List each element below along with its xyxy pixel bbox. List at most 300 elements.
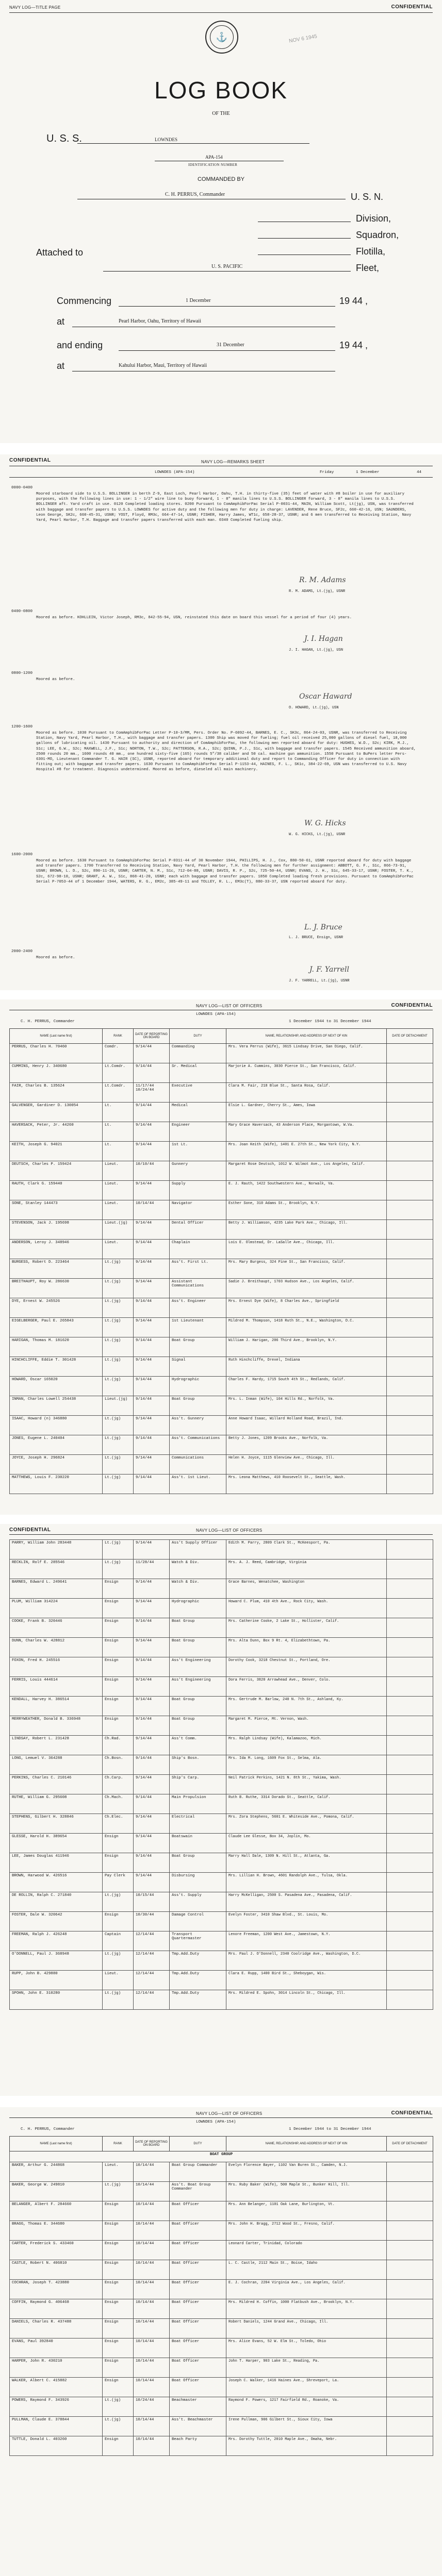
form-header: NAVY LOG—LIST OF OFFICERS (196, 1528, 263, 1533)
table-row (10, 2358, 433, 2378)
officer-duty: Sr. Medical (170, 1063, 226, 1083)
detachment-date (387, 1396, 433, 1416)
detachment-date (387, 1892, 433, 1912)
officer-name: WALKER, Albert C. 415882 (10, 2378, 103, 2397)
officer-name: DYE, Ernest W. 245526 (10, 1298, 103, 1318)
reporting-date: 12/14/44 (134, 1990, 170, 2010)
reporting-date: 9/14/44 (134, 1318, 170, 1337)
next-of-kin: Irene Pullman, 906 Gilbert St., Sioux City, Iowa (226, 2417, 387, 2436)
officer-name: DE ROLLIN, Ralph C. 271840 (10, 1892, 103, 1912)
officer-rank: Captain (103, 1931, 134, 1951)
reporting-date: 9/14/44 (134, 1435, 170, 1455)
reporting-date: 9/14/44 (134, 1853, 170, 1873)
watch-time: 0400-0800 (11, 609, 33, 614)
ending-at-label: at (57, 361, 65, 371)
officer-rank: Lieut.(jg) (103, 1220, 134, 1240)
officer-name: KENDALL, Harvey H. 386514 (10, 1697, 103, 1716)
reporting-date: 10/14/44 (134, 2436, 170, 2456)
next-of-kin: Mrs. Paul J. O'Donnell, 2340 Coolridge Ave., Washington, D.C. (226, 1951, 387, 1971)
next-of-kin: Mrs. Ruby Baker (Wife), 500 Maple St., Bunker Hill, Ill. (226, 2182, 387, 2201)
table-row (10, 2221, 433, 2241)
officer-name: PERRUS, Charles H. 70460 (10, 1044, 103, 1063)
next-of-kin: Clara E. Rupp, 1400 Bird St., Sheboygan, Wis. (226, 1971, 387, 1990)
watch-officer: W. G. HICKS, Lt.(jg), USNR (289, 833, 346, 837)
reporting-date: 9/14/44 (134, 1794, 170, 1814)
officer-rank: Pay Clerk (103, 1873, 134, 1892)
detachment-date (387, 1912, 433, 1931)
detachment-date (387, 2436, 433, 2456)
detachment-date (387, 1990, 433, 2010)
officer-name: LEE, James Douglas 411946 (10, 1853, 103, 1873)
officer-name: FERRIS, Louis 444614 (10, 1677, 103, 1697)
next-of-kin: Mrs. Catherine Cooke, 2 Lake St., Hollister, Calif. (226, 1618, 387, 1638)
column-header: NAME (Last name first) (10, 2137, 103, 2151)
officer-rank: Ensign (103, 2241, 134, 2260)
reporting-date: 9/14/44 (134, 1396, 170, 1416)
table-row (10, 1697, 433, 1716)
officer-rank: Ch.Rad. (103, 1736, 134, 1755)
reporting-date: 9/14/44 (134, 1716, 170, 1736)
reporting-date: 10/14/44 (134, 2182, 170, 2201)
next-of-kin: Mrs. L. Inman (Wife), 104 Hills Rd., Norfolk, Va. (226, 1396, 387, 1416)
officer-duty: 1st Lieutenant (170, 1318, 226, 1337)
reporting-date: 9/14/44 (134, 1103, 170, 1122)
next-of-kin: Betty J. Williamson, 4235 Lake Park Ave., Chicago, Ill. (226, 1220, 387, 1240)
reporting-date: 9/14/44 (134, 1279, 170, 1298)
reporting-date: 9/14/44 (134, 1416, 170, 1435)
detachment-date (387, 2417, 433, 2436)
next-of-kin: Helen H. Joyce, 1115 Glenview Ave., Chicago, Ill. (226, 1455, 387, 1475)
watch-officer: L. J. BRUCE, Ensign, USNR (289, 936, 343, 940)
officer-name: HAVERSACK, Peter, Jr. 44260 (10, 1122, 103, 1142)
table-row (10, 1279, 433, 1298)
officer-duty: Boat Group (170, 1638, 226, 1657)
detachment-date (387, 1083, 433, 1103)
officer-duty: Watch & Div. (170, 1579, 226, 1599)
officer-rank: Lieut.(jg) (103, 1396, 134, 1416)
detachment-date (387, 2182, 433, 2201)
detachment-date (387, 2397, 433, 2417)
received-stamp: NOV 6 1945 (288, 33, 318, 44)
next-of-kin: Mrs. Alta Dunn, Box 9 Rt. 4, Elizabethtown, Pa. (226, 1638, 387, 1657)
officer-name: FAIR, Charles B. 135624 (10, 1083, 103, 1103)
officer-rank: Lieut. (103, 1971, 134, 1990)
section-title: BOAT GROUP (10, 2151, 433, 2162)
officer-duty: Boat Group (170, 1337, 226, 1357)
officer-rank: Lt.(jg) (103, 1560, 134, 1579)
table-row (10, 1435, 433, 1455)
signature-image: R. M. Adams (299, 576, 346, 584)
officer-duty: Tmp.Add.Duty (170, 1990, 226, 2010)
officer-duty: Ass't. Gunnery (170, 1416, 226, 1435)
officer-rank: Lt.(jg) (103, 1298, 134, 1318)
officer-name: BROWN, Harwood W. 426516 (10, 1873, 103, 1892)
table-row (10, 1475, 433, 1494)
officer-duty: Medical (170, 1103, 226, 1122)
watch-time: 1200-1600 (11, 725, 33, 729)
next-of-kin: Dorothy Cook, 3218 Chestnut St., Portland, Ore. (226, 1657, 387, 1677)
reporting-date: 12/14/44 (134, 1931, 170, 1951)
watch-time: 2000-2400 (11, 950, 33, 954)
officer-name: PERKINS, Charles C. 210146 (10, 1775, 103, 1794)
reporting-date: 9/14/44 (134, 1455, 170, 1475)
table-row (10, 1560, 433, 1579)
officer-duty: Beach Party (170, 2436, 226, 2456)
reporting-date: 9/14/44 (134, 1834, 170, 1853)
officer-duty: Boat Group Commander (170, 2162, 226, 2182)
table-row (10, 2241, 433, 2260)
officer-duty: Boat Officer (170, 2280, 226, 2299)
officer-duty: Ass't Engineering (170, 1657, 226, 1677)
title-page (0, 0, 442, 443)
next-of-kin: Grace Barnes, Wenatchee, Washington (226, 1579, 387, 1599)
detachment-date (387, 2260, 433, 2280)
officer-duty: Beachmaster (170, 2397, 226, 2417)
officer-name: LINDSAY, Robert L. 231428 (10, 1736, 103, 1755)
detachment-date (387, 1638, 433, 1657)
column-header: DATE OF DETACHMENT (387, 1029, 433, 1044)
officer-name: RAUTH, Clark G. 159440 (10, 1181, 103, 1200)
next-of-kin: Raymond F. Powers, 1217 Fairfield Rd., Roanoke, Va. (226, 2397, 387, 2417)
next-of-kin: Mrs. Ralph Lindsay (Wife), Kalamazoo, Mich. (226, 1736, 387, 1755)
detachment-date (387, 1181, 433, 1200)
detachment-date (387, 1044, 433, 1063)
officer-duty: Navigator (170, 1200, 226, 1220)
ship-line: LOWNDES (APA-154) (196, 1012, 236, 1016)
reporting-date: 9/14/44 (134, 1775, 170, 1794)
next-of-kin: Neil Patrick Perkins, 1421 N. 8th St., Yakima, Wash. (226, 1775, 387, 1794)
officer-duty: Commanding (170, 1044, 226, 1063)
officer-duty: Ship's Carp. (170, 1775, 226, 1794)
next-of-kin: Mrs. Zora Stephens, 5601 E. Whiteside Ave., Pomona, Calif. (226, 1814, 387, 1834)
officer-name: MERRYWEATHER, Donald B. 336948 (10, 1716, 103, 1736)
reporting-date: 10/14/44 (134, 2201, 170, 2221)
officer-rank: Lt.(jg) (103, 1475, 134, 1494)
next-of-kin: Mrs. Mildred H. Coffin, 1000 Flatbush Ave., Brooklyn, N.Y. (226, 2299, 387, 2319)
detachment-date (387, 1455, 433, 1475)
officer-name: DEUTSCH, Charles P. 159424 (10, 1161, 103, 1181)
watch-time: 1600-2000 (11, 853, 33, 857)
officer-duty: Main Propulsion (170, 1794, 226, 1814)
detachment-date (387, 1435, 433, 1455)
officer-duty: Electrical (170, 1814, 226, 1834)
officer-duty: Assistant Communications (170, 1279, 226, 1298)
officer-rank: Lieut. (103, 1200, 134, 1220)
officer-name: MATTHEWS, Louis F. 230220 (10, 1475, 103, 1494)
squadron-label: Squadron, (356, 230, 399, 240)
officer-duty: Watch & Div. (170, 1560, 226, 1579)
table-row (10, 1396, 433, 1416)
table-row (10, 1834, 433, 1853)
officer-name: HARIGAN, Thomas M. 181620 (10, 1337, 103, 1357)
officer-duty: Gunnery (170, 1161, 226, 1181)
ship-line: LOWNDES (APA-154) (196, 2120, 236, 2124)
officer-rank: Comdr. (103, 1044, 134, 1063)
table-row (10, 1377, 433, 1396)
next-of-kin: Evelyn Foster, 3410 Shaw Blvd., St. Louis, Mo. (226, 1912, 387, 1931)
table-row (10, 1318, 433, 1337)
detachment-date (387, 2221, 433, 2241)
detachment-date (387, 2280, 433, 2299)
detachment-date (387, 1794, 433, 1814)
officer-duty: Hydrographic (170, 1599, 226, 1618)
reporting-date: 10/14/44 (134, 2319, 170, 2338)
signature-image: J. F. Yarrell (309, 965, 349, 974)
next-of-kin: L. C. Castle, 2112 Main St., Boise, Idaho (226, 2260, 387, 2280)
ending-date: 31 December (217, 342, 244, 348)
form-header: NAVY LOG—LIST OF OFFICERS (196, 1004, 263, 1008)
officer-duty: Ass't Comm. (170, 1736, 226, 1755)
next-of-kin: Mrs. Ida M. Long, 1609 Fox St., Selma, Ala. (226, 1755, 387, 1775)
officer-rank: Ensign (103, 1638, 134, 1657)
reporting-date: 10/10/44 (134, 1161, 170, 1181)
signature-image: J. I. Hagan (304, 635, 343, 643)
officer-duty: Boat Officer (170, 2221, 226, 2241)
next-of-kin: Mrs. A. J. Reed, Cambridge, Virginia (226, 1560, 387, 1579)
officer-duty: Ass't. Communications (170, 1435, 226, 1455)
detachment-date (387, 1377, 433, 1396)
reporting-date: 9/14/44 (134, 1122, 170, 1142)
officer-name: JOYCE, Joseph H. 296824 (10, 1455, 103, 1475)
officer-duty: Boat Officer (170, 2338, 226, 2358)
next-of-kin: Betty J. Jones, 1209 Brooks Ave., Norfolk, Va. (226, 1435, 387, 1455)
form-header: NAVY LOG—LIST OF OFFICERS (196, 2111, 263, 2116)
next-of-kin: Mrs. Ernest Dye (Wife), 8 Charles Ave., Springfield (226, 1298, 387, 1318)
table-row (10, 2338, 433, 2358)
table-header-row (10, 2137, 433, 2151)
column-header: DUTY (170, 2137, 226, 2151)
table-row (10, 2436, 433, 2456)
reporting-date: 9/14/44 (134, 1677, 170, 1697)
next-of-kin: Margaret Rose Deutsch, 1012 W. Wilmot Ave., Los Angeles, Calif. (226, 1161, 387, 1181)
next-of-kin: Robert Daniels, 1244 Grand Ave., Chicago, Ill. (226, 2319, 387, 2338)
detachment-date (387, 1220, 433, 1240)
table-row (10, 1873, 433, 1892)
officer-duty: Boat Officer (170, 2319, 226, 2338)
officer-rank: Lt.(jg) (103, 1337, 134, 1357)
watch-officer: R. M. ADAMS, Lt.(jg), USNR (289, 589, 346, 594)
officer-rank: Ensign (103, 2280, 134, 2299)
table-row (10, 1416, 433, 1435)
detachment-date (387, 1318, 433, 1337)
table-row (10, 1794, 433, 1814)
officer-name: CASTLE, Robert N. 406810 (10, 2260, 103, 2280)
signature-image: L. J. Bruce (304, 923, 342, 931)
officer-duty: Boat Officer (170, 2241, 226, 2260)
confidential-label: CONFIDENTIAL (391, 1003, 433, 1008)
officer-rank: Ensign (103, 2221, 134, 2241)
detachment-date (387, 1337, 433, 1357)
watch-officer: J. F. YARRELL, Lt.(jg), USNR (289, 979, 350, 983)
reporting-date: 10/15/44 (134, 1892, 170, 1912)
ident-caption: IDENTIFICATION NUMBER (188, 163, 238, 167)
officer-rank: Ch.Carp. (103, 1775, 134, 1794)
attached-label: Attached to (36, 247, 84, 258)
signature-image: Oscar Haward (299, 692, 352, 701)
hull-number: APA-154 (205, 155, 223, 160)
officer-name: FOXON, Fred H. 245516 (10, 1657, 103, 1677)
officer-duty: Boat Officer (170, 2358, 226, 2378)
detachment-date (387, 1971, 433, 1990)
watch-officer: O. HOWARD, Lt.(jg), USN (289, 706, 339, 710)
officer-duty: Boat Officer (170, 2201, 226, 2221)
reporting-date: 9/14/44 (134, 1377, 170, 1396)
table-row (10, 1200, 433, 1220)
officer-name: GALVENGER, Gardiner D. 130054 (10, 1103, 103, 1122)
watch-time: 0800-1200 (11, 671, 33, 675)
reporting-date: 9/14/44 (134, 1579, 170, 1599)
officer-name: FREEMAN, Ralph J. 426248 (10, 1931, 103, 1951)
reporting-date: 9/14/44 (134, 1063, 170, 1083)
table-row (10, 1755, 433, 1775)
detachment-date (387, 1579, 433, 1599)
officer-duty: Boat Group (170, 1618, 226, 1638)
table-row (10, 1063, 433, 1083)
officer-duty: Boat Group (170, 1716, 226, 1736)
column-header: DATE OF DETACHMENT (387, 2137, 433, 2151)
division-label: Division, (356, 213, 391, 224)
detachment-date (387, 1657, 433, 1677)
officer-duty: Ass't. Boat Group Commander (170, 2182, 226, 2201)
next-of-kin: Elsie L. Gardner, Cherry St., Ames, Iowa (226, 1103, 387, 1122)
flotilla-label: Flotilla, (356, 246, 386, 257)
officer-duty: Executive (170, 1083, 226, 1103)
officer-list-page-1 (0, 999, 442, 1515)
confidential-label: CONFIDENTIAL (9, 457, 51, 463)
officer-name: CUMMINS, Henry J. 340680 (10, 1063, 103, 1083)
officer-list-page-2 (0, 1524, 442, 2096)
officer-name: JONES, Eugene L. 240404 (10, 1435, 103, 1455)
reporting-date: 9/14/44 (134, 1873, 170, 1892)
next-of-kin: Dora Ferris, 3820 Arrowhead Ave., Denver, Colo. (226, 1677, 387, 1697)
table-row (10, 1083, 433, 1103)
officer-duty: Ass't Engineering (170, 1677, 226, 1697)
table-row (10, 1677, 433, 1697)
officer-rank: Ensign (103, 1697, 134, 1716)
next-of-kin: Mrs. Alice Evans, 52 W. Elm St., Toledo, Ohio (226, 2338, 387, 2358)
officer-duty: Boat Group (170, 1697, 226, 1716)
commander-name: C. H. PERRUS, Commander (165, 192, 225, 197)
next-of-kin: Anne Howard Isaac, Willard Holland Road, Brazil, Ind. (226, 1416, 387, 1435)
next-of-kin: Leonard Carter, Trinidad, Colorado (226, 2241, 387, 2260)
commencing-label: Commencing (57, 296, 112, 306)
ship-name: LOWNDES (155, 137, 177, 142)
detachment-date (387, 1873, 433, 1892)
officer-rank: Lt.(jg) (103, 2182, 134, 2201)
next-of-kin: Mrs. Gertrude M. Barlow, 240 N. 7th St., Ashland, Ky. (226, 1697, 387, 1716)
next-of-kin: Harry McKelligan, 2500 S. Pasadena Ave., Pasadena, Calif. (226, 1892, 387, 1912)
officer-rank: Lieut. (103, 1240, 134, 1259)
table-row (10, 2182, 433, 2201)
officer-name: FOSTER, Dale W. 320642 (10, 1912, 103, 1931)
table-row (10, 2260, 433, 2280)
officer-duty: Ass't. Engineer (170, 1298, 226, 1318)
table-row (10, 1618, 433, 1638)
reporting-date: 9/14/44 (134, 1337, 170, 1357)
reporting-date: 9/14/44 (134, 1736, 170, 1755)
next-of-kin: Clara M. Fair, 218 Blue St., Santa Rosa, Calif. (226, 1083, 387, 1103)
reporting-date: 10/30/44 (134, 1912, 170, 1931)
reporting-date: 9/14/44 (134, 1755, 170, 1775)
officer-rank: Lt.(jg) (103, 1951, 134, 1971)
officer-rank: Ensign (103, 2260, 134, 2280)
detachment-date (387, 1716, 433, 1736)
confidential-label: CONFIDENTIAL (391, 2110, 433, 2116)
detachment-date (387, 1142, 433, 1161)
officer-duty: Ass't. 1st Lieut. (170, 1475, 226, 1494)
officer-rank: Lt.(jg) (103, 1259, 134, 1279)
date-range: 1 December 1944 to 31 December 1944 (289, 1020, 371, 1024)
reporting-date: 11/28/44 (134, 1560, 170, 1579)
table-row (10, 2201, 433, 2221)
officer-name: SONE, Stanley 144473 (10, 1200, 103, 1220)
officer-duty: Ship's Bosn. (170, 1755, 226, 1775)
officer-rank: Ensign (103, 1618, 134, 1638)
reporting-date: 10/14/44 (134, 2299, 170, 2319)
next-of-kin: Esther Sone, 310 Adams St., Brooklyn, N.Y. (226, 1200, 387, 1220)
next-of-kin: Ruth B. Ruthe, 3314 Dorado St., Seattle, Calif. (226, 1794, 387, 1814)
detachment-date (387, 2319, 433, 2338)
detachment-date (387, 1103, 433, 1122)
officer-duty: Ass't Supply Officer (170, 1540, 226, 1560)
commanded-by-label: COMMANDED BY (197, 176, 245, 182)
officer-rank: Lt.(jg) (103, 1990, 134, 2010)
next-of-kin: Edith M. Parry, 2809 Clark St., McKeesport, Pa. (226, 1540, 387, 1560)
officer-rank: Lt. (103, 1122, 134, 1142)
form-header: NAVY LOG—TITLE PAGE (9, 5, 61, 10)
reporting-date: 12/14/44 (134, 1951, 170, 1971)
column-header: DATE OF REPORTING ON BOARD (134, 1029, 170, 1044)
officer-name: EIGELBERGER, Paul E. 265843 (10, 1318, 103, 1337)
officer-rank: Ensign (103, 1716, 134, 1736)
reporting-date: 10/14/44 (134, 2358, 170, 2378)
detachment-date (387, 2201, 433, 2221)
ending-label: and ending (57, 340, 103, 350)
officer-table (9, 1028, 433, 1494)
detachment-date (387, 1951, 433, 1971)
reporting-date: 9/14/44 (134, 1475, 170, 1494)
detachment-date (387, 1814, 433, 1834)
officer-duty: Dental Officer (170, 1220, 226, 1240)
column-header: NAME (Last name first) (10, 1029, 103, 1044)
officer-name: HINCHCLIFFE, Eddie T. 301428 (10, 1357, 103, 1377)
table-row (10, 2280, 433, 2299)
table-row (10, 2378, 433, 2397)
officer-rank: Lt.(jg) (103, 1455, 134, 1475)
next-of-kin: Mrs. Lillian H. Brown, 4601 Randolph Ave., Tulsa, Okla. (226, 1873, 387, 1892)
officer-rank: Lt.(jg) (103, 1377, 134, 1396)
detachment-date (387, 2378, 433, 2397)
officer-rank: Ensign (103, 1677, 134, 1697)
officer-duty: Signal (170, 1357, 226, 1377)
officer-duty: Tmp.Add.Duty (170, 1951, 226, 1971)
watch-remarks: Moored as before. 1030 Pursuant to ComAmphibForPac Letter P-10-3/MM, Pers. Order No. P-6092-44, BARNES, E. C., SK3c, 864-24-03, USNR, was transferred to Receiving Station, Navy Yard, Pearl Harbor, T.H., with baggage and transfer papers. 1300 Ship was moved for fueling; fuel oil received 25,000 gallons of diesel fuel, 18,000 gallons of lubricating oil. 1430 Pursuant to authority and direction of ComAmphibForPac, the following men reported aboard for duty: HUGHES, W.D., S2c; KIRK, M.J., S1c; LEE, G.W., S2c; MAXWELL, J.F., S1c; NORTON, T.W., S2c; PATTERSON, R.A., S2c; QUINN, P.J., S1c, with baggage and transfer papers. 1545 Received ammunition aboard, 2500 rounds 20 mm., 1600 rounds 40 mm., one hundred sixty-five (165) rounds 5"/38 caliber and 50 cal. machine gun ammunition. 1550 Pursuant to BuPers letter Pers-6301-MO, Lieutenant Commander T. G. HAIR (SC), USNR, reported aboard for temporary additional duty and report to Commanding Officer for duty in connection with fitting out; with baggage and transfer papers. 1630 Pursuant to ComAmphibForPac Serial P-1153-44, HAINES, F. L., SK1c, 384-22-69, USN was transferred to U.S. Navy Hospital #8 for treatment. Diagnosis undetermined. Moored as before, dieseled all main machinery. (36, 731, 416, 772)
officer-duty: 1st Lt. (170, 1142, 226, 1161)
officer-name: RUPP, John B. 429880 (10, 1971, 103, 1990)
watch-remarks: Moored as before. (36, 956, 75, 960)
detachment-date (387, 1063, 433, 1083)
reporting-date: 9/14/44 (134, 1599, 170, 1618)
uss-label: U. S. S. (46, 133, 82, 144)
table-row (10, 1298, 433, 1318)
officer-table (9, 1539, 433, 2010)
officer-rank: Ensign (103, 1599, 134, 1618)
column-header: RANK (103, 1029, 134, 1044)
ship-line: LOWNDES (APA-154) (155, 470, 195, 474)
navy-seal-icon: ⚓ (205, 21, 238, 54)
officer-name: STEPHENS, Gilbert H. 328846 (10, 1814, 103, 1834)
next-of-kin: Margaret M. Pierce, Mt. Vernon, Wash. (226, 1716, 387, 1736)
